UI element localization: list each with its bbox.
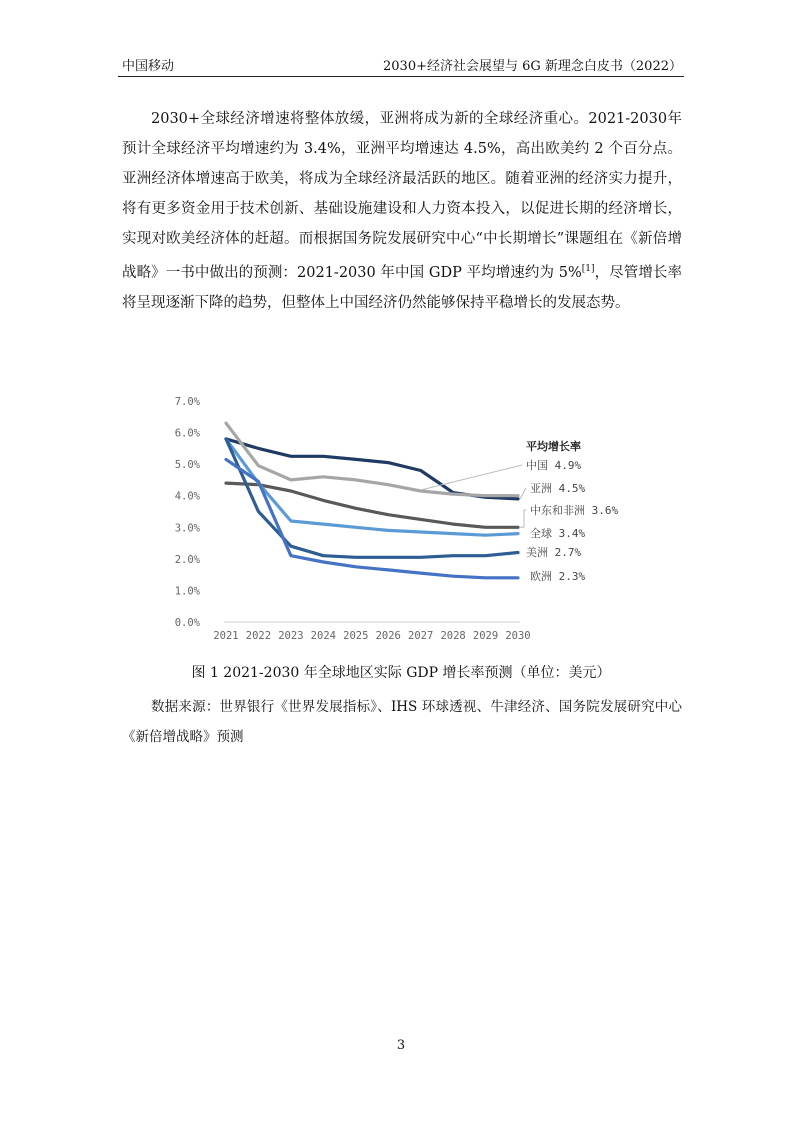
figure-source: 数据来源：世界银行《世界发展指标》、IHS 环球透视、牛津经济、国务院发展研究中心《新倍增战略》预测	[122, 699, 682, 745]
legend-label-全球: 全球 3.4%	[530, 527, 586, 540]
x-tick-label: 2027	[408, 630, 434, 642]
legend-label-中国: 中国 4.9%	[526, 459, 582, 472]
x-tick-label: 2021	[213, 630, 239, 642]
header-doc-title: 2030+经济社会展望与 6G 新理念白皮书（2022）	[383, 59, 682, 74]
y-tick-label: 7.0%	[174, 396, 200, 408]
figure-caption: 图 1 2021-2030 年全球地区实际 GDP 增长率预测（单位：美元）	[191, 665, 611, 681]
leader-line-中东和非洲	[520, 510, 526, 527]
y-tick-label: 0.0%	[174, 617, 200, 629]
y-tick-label: 5.0%	[174, 459, 200, 472]
series-line-中国	[226, 439, 518, 499]
chart-svg	[168, 388, 638, 650]
page-number: 3	[396, 1038, 406, 1053]
x-tick-label: 2024	[310, 630, 336, 642]
x-tick-label: 2028	[440, 630, 466, 642]
y-tick-label: 4.0%	[174, 490, 200, 503]
paragraph-text-before: 2030+全球经济增速将整体放缓，亚洲将成为新的全球经济重心。2021-2030年预计全球经济平均增速约为 3.4%，亚洲平均增速达 4.5%，高出欧美约 2 个百分点。亚洲经济体增速高于欧美，将成为全球经济最活跃的地区。随着亚洲的经济实力提升，将有更多资金用于技术创新、基础设施建设和人力资本投入，以促进长期的经济增长，实现对欧美经济体的赶超。而根据国务院发展研究中心“中长期增长”课题组在《新倍增战略》一书中做出的预测：2021-2030 年中国 GDP 平均增速约为 5%	[122, 111, 682, 281]
header-org: 中国移动	[122, 59, 175, 74]
body-paragraph	[122, 104, 682, 318]
y-tick-label: 1.0%	[174, 585, 200, 598]
legend-label-欧洲: 欧洲 2.3%	[530, 570, 586, 583]
x-tick-label: 2023	[278, 630, 304, 642]
legend-label-中东和非洲: 中东和非洲 3.6%	[530, 504, 619, 517]
y-tick-label: 2.0%	[174, 553, 200, 566]
header-rule	[118, 76, 684, 77]
x-tick-label: 2030	[505, 630, 531, 642]
paragraph-text-after: ，尽管增长率将呈现逐渐下降的趋势，但整体上中国经济仍然能够保持平稳增长的发展态势。	[122, 264, 682, 311]
legend-title: 平均增长率	[526, 440, 581, 453]
leader-line-亚洲	[520, 488, 526, 499]
legend-label-亚洲: 亚洲 4.5%	[530, 482, 586, 495]
gdp-growth-chart	[168, 388, 638, 650]
legend-label-美洲: 美洲 2.7%	[526, 546, 582, 559]
leader-line-中国	[421, 465, 522, 490]
citation-ref[interactable]: [1]	[581, 264, 595, 274]
x-tick-label: 2025	[343, 630, 369, 642]
y-tick-label: 3.0%	[174, 522, 200, 535]
x-tick-label: 2022	[245, 630, 272, 642]
x-tick-label: 2026	[375, 630, 401, 642]
x-tick-label: 2029	[472, 630, 499, 642]
y-tick-label: 6.0%	[174, 427, 200, 440]
